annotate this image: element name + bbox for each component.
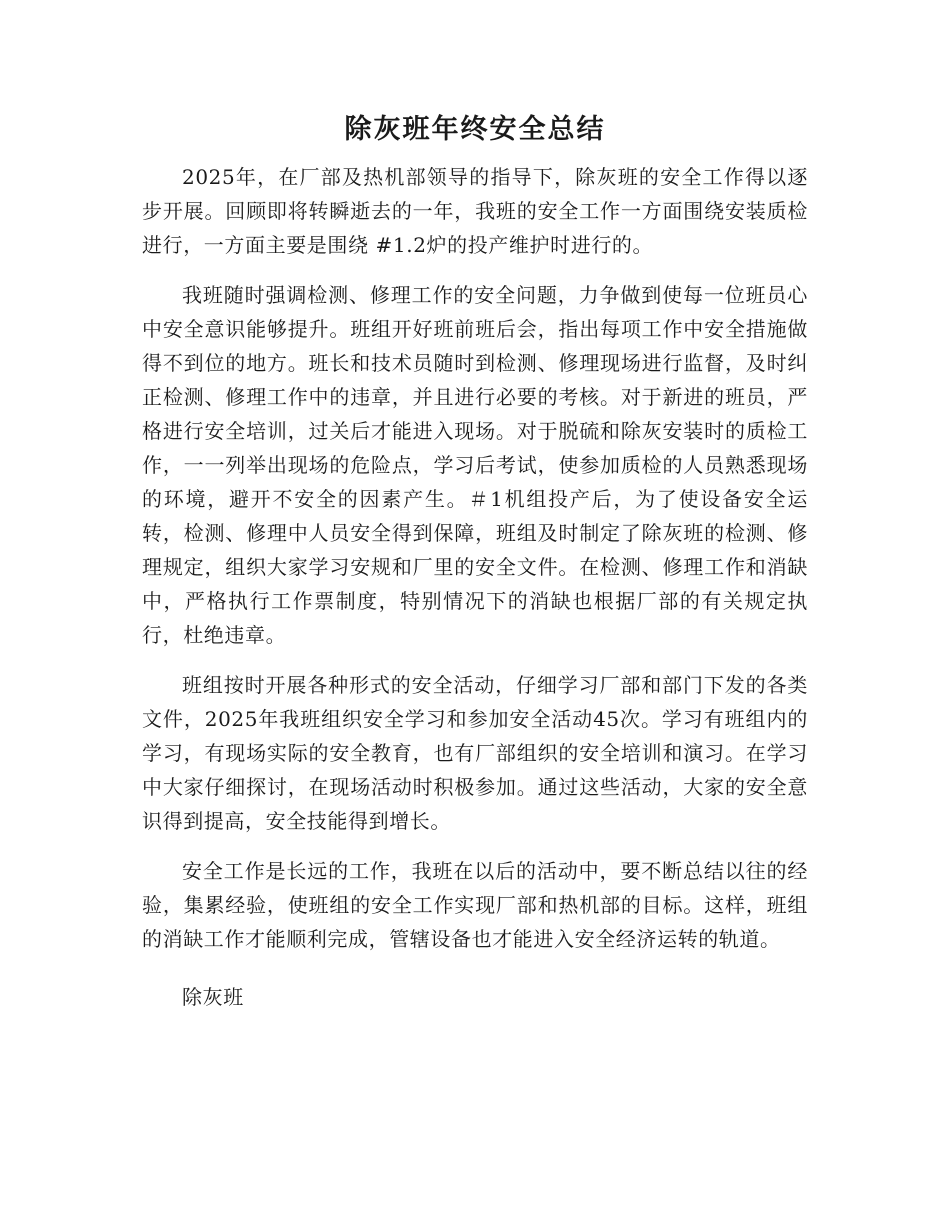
paragraph-safety-activities: 班组按时开展各种形式的安全活动，仔细学习厂部和部门下发的各类文件，2025年我班组织安全学习和参加安全活动45次。学习有班组内的学习，有现场实际的安全教育，也有厂部组织的安全培训和演习。在学习中大家仔细探讨，在现场活动时积极参加。通过这些活动，大家的安全意识得到提高，安全技能得到增长。 <box>142 673 808 833</box>
paragraph-conclusion: 安全工作是长远的工作，我班在以后的活动中，要不断总结以往的经验，集累经验，使班组的安全工作实现厂部和热机部的目标。这样，班组的消缺工作才能顺利完成，管辖设备也才能进入安全经济运转的轨道。 <box>142 859 808 951</box>
signature: 除灰班 <box>182 985 244 1009</box>
paragraph-safety-measures: 我班随时强调检测、修理工作的安全问题，力争做到使每一位班员心中安全意识能够提升。班组开好班前班后会，指出每项工作中安全措施做得不到位的地方。班长和技术员随时到检测、修理现场进行监督，及时纠正检测、修理工作中的违章，并且进行必要的考核。对于新进的班员，严格进行安全培训，过关后才能进入现场。对于脱硫和除灰安装时的质检工作，一一列举出现场的危险点，学习后考试，使参加质检的人员熟悉现场的环境，避开不安全的因素产生。＃1机组投产后，为了使设备安全运转，检测、修理中人员安全得到保障，班组及时制定了除灰班的检测、修理规定，组织大家学习安规和厂里的安全文件。在检测、修理工作和消缺中，严格执行工作票制度，特别情况下的消缺也根据厂部的有关规定执行，杜绝违章。 <box>142 283 808 647</box>
document-title: 除灰班年终安全总结 <box>344 114 606 145</box>
paragraph-intro: 2025年，在厂部及热机部领导的指导下，除灰班的安全工作得以逐步开展。回顾即将转瞬逝去的一年，我班的安全工作一方面围绕安装质检进行，一方面主要是围绕 #1.2炉的投产维护时进行的。 <box>142 165 808 257</box>
